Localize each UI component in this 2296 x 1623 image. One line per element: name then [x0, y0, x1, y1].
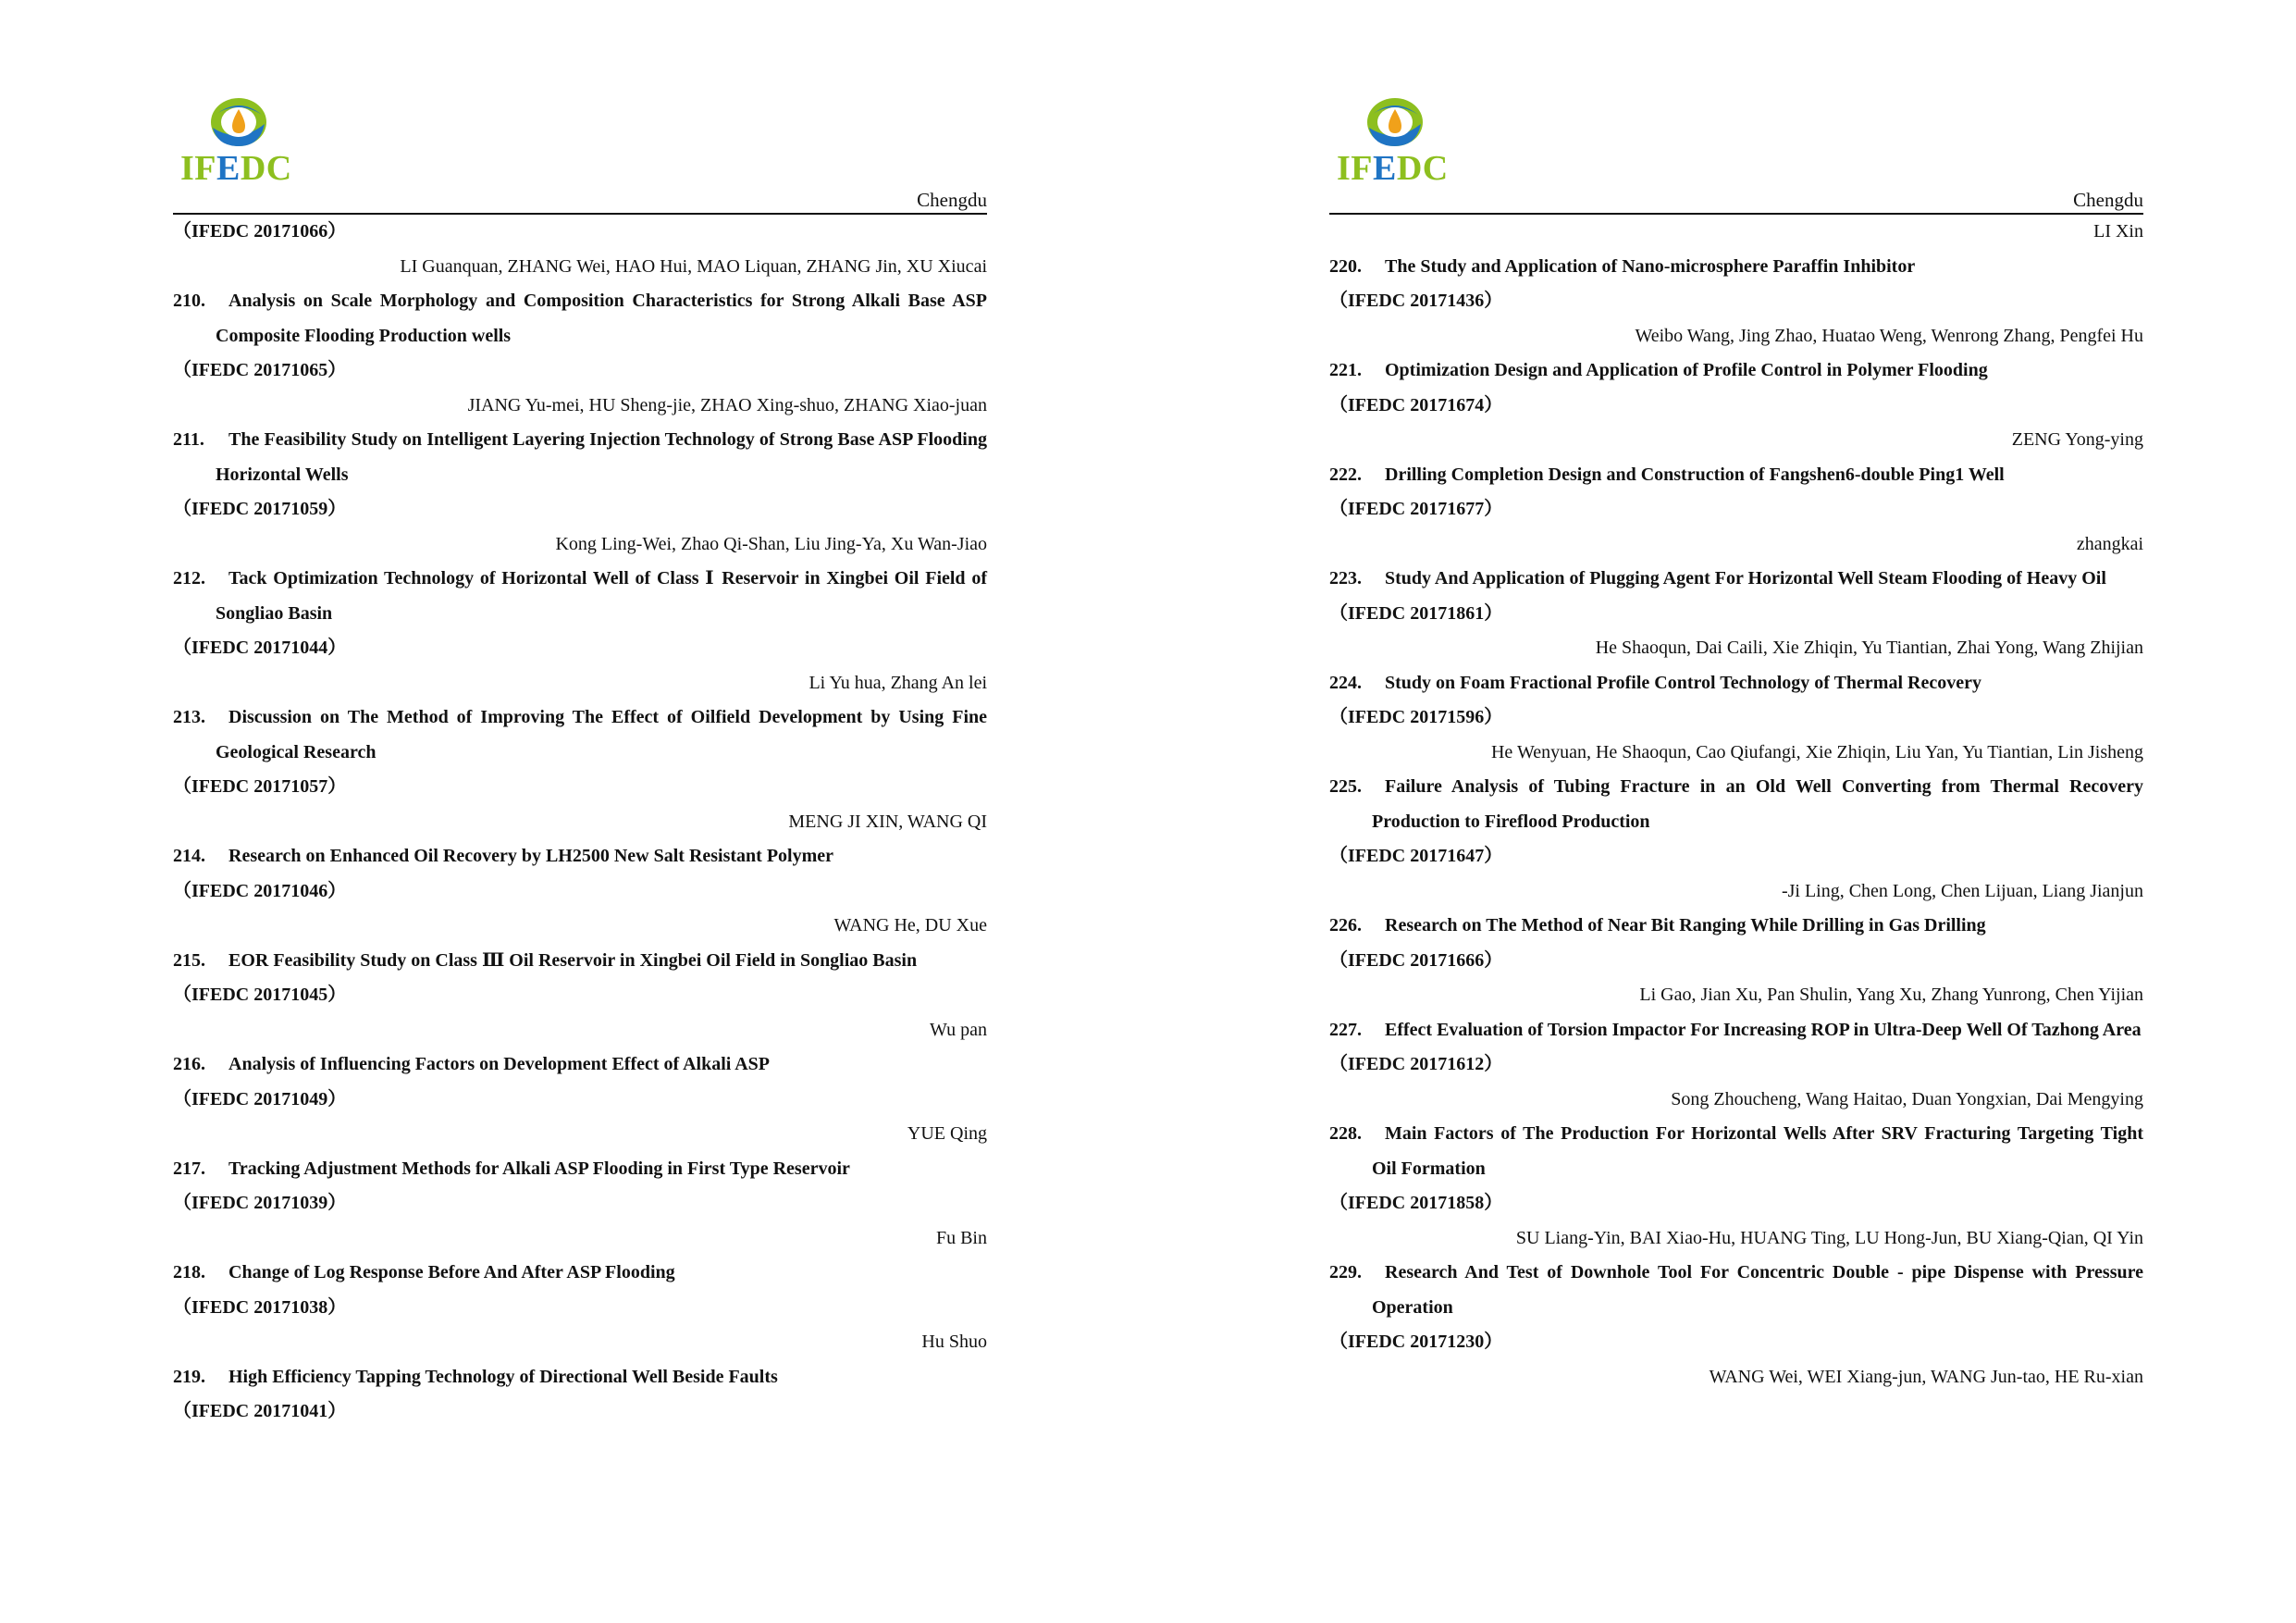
paper-title-text: The Study and Application of Nano-microsphere Paraffin Inhibitor	[1385, 255, 1916, 277]
paper-title-text: Tack Optimization Technology of Horizontal Well of Class Ⅰ Reservoir in Xingbei Oil Field of Songliao Basin	[216, 568, 987, 624]
paper-authors: LI Xin	[2093, 221, 2143, 242]
paper-authors: WANG He, DU Xue	[833, 915, 987, 935]
paper-title	[173, 284, 987, 353]
paper-title-text: Study And Application of Plugging Agent For Horizontal Well Steam Flooding of Heavy Oil	[1385, 568, 2106, 588]
paper-authors: Fu Bin	[935, 1227, 987, 1248]
paper-number: 216.	[173, 1054, 205, 1074]
paper-authors: Hu Shuo	[921, 1332, 987, 1352]
page-header	[1329, 187, 2143, 215]
right-page	[1329, 0, 2143, 1623]
paper-code: （IFEDC 20171039）	[173, 1193, 347, 1213]
paper-authors: Song Zhoucheng, Wang Haitao, Duan Yongxian, Dai Mengying	[1671, 1088, 2143, 1109]
paper-title	[173, 1152, 987, 1187]
paper-title-text: The Feasibility Study on Intelligent Layering Injection Technology of Strong Base ASP Flooding Horizontal Wells	[216, 429, 987, 485]
paper-title-text: Drilling Completion Design and Construction of Fangshen6-double Ping1 Well	[1385, 464, 2005, 485]
droplet-globe-icon	[1361, 91, 1429, 150]
paper-authors: He Wenyuan, He Shaoqun, Cao Qiufangi, Xie Zhiqin, Liu Yan, Yu Tiantian, Lin Jisheng	[1490, 741, 2143, 762]
paper-title	[1329, 1256, 2143, 1325]
paper-code: （IFEDC 20171038）	[173, 1296, 347, 1318]
paper-number: 229.	[1329, 1262, 1362, 1282]
page-header	[173, 187, 987, 215]
paper-code: （IFEDC 20171049）	[173, 1088, 347, 1109]
logo-wordmark: IFEDC	[180, 149, 292, 188]
paper-title-text: Study on Foam Fractional Profile Control Technology of Thermal Recovery	[1385, 672, 1981, 693]
paper-number: 227.	[1329, 1019, 1362, 1040]
paper-title-text: Discussion on The Method of Improving The Effect of Oilfield Development by Using Fine Geological Research	[216, 707, 987, 762]
header-city: Chengdu	[2073, 189, 2143, 211]
paper-authors: SU Liang-Yin, BAI Xiao-Hu, HUANG Ting, LU Hong-Jun, BU Xiang-Qian, QI Yin	[1515, 1227, 2143, 1248]
paper-code: （IFEDC 20171041）	[173, 1401, 347, 1421]
paper-title-text: High Efficiency Tapping Technology of Directional Well Beside Faults	[228, 1366, 778, 1387]
paper-authors: YUE Qing	[907, 1123, 987, 1144]
paper-number: 212.	[173, 568, 205, 588]
paper-code: （IFEDC 20171666）	[1329, 949, 1503, 971]
paper-title-text: Research on Enhanced Oil Recovery by LH2500 New Salt Resistant Polymer	[228, 846, 834, 866]
paper-title	[173, 1047, 987, 1083]
paper-code: （IFEDC 20171230）	[1329, 1332, 1503, 1352]
paper-title-text: EOR Feasibility Study on Class Ⅲ Oil Reservoir in Xingbei Oil Field in Songliao Basin	[228, 949, 918, 971]
ifedc-logo	[180, 85, 301, 187]
paper-title	[1329, 666, 2143, 701]
paper-title-text: Optimization Design and Application of Profile Control in Polymer Flooding	[1385, 360, 1988, 380]
paper-title	[1329, 1013, 2143, 1048]
paper-authors: He Shaoqun, Dai Caili, Xie Zhiqin, Yu Tiantian, Zhai Yong, Wang Zhijian	[1595, 638, 2143, 658]
paper-authors: Kong Ling-Wei, Zhao Qi-Shan, Liu Jing-Ya, Xu Wan-Jiao	[555, 533, 987, 554]
droplet-globe-icon	[204, 91, 273, 150]
entry-list	[1329, 215, 2143, 1394]
left-page	[173, 0, 987, 1623]
logo-wordmark: IFEDC	[1337, 149, 1449, 188]
paper-authors: LI Guanquan, ZHANG Wei, HAO Hui, MAO Liquan, ZHANG Jin, XU Xiucai	[400, 255, 987, 277]
ifedc-logo	[1337, 85, 1457, 187]
paper-code: （IFEDC 20171596）	[1329, 707, 1503, 727]
paper-authors: zhangkai	[2076, 533, 2143, 554]
paper-number: 224.	[1329, 672, 1362, 693]
paper-code: （IFEDC 20171046）	[173, 880, 347, 901]
paper-title	[173, 839, 987, 874]
paper-title	[1329, 770, 2143, 839]
paper-code: （IFEDC 20171045）	[173, 985, 347, 1005]
paper-authors: Li Gao, Jian Xu, Pan Shulin, Yang Xu, Zhang Yunrong, Chen Yijian	[1639, 985, 2143, 1005]
paper-authors: ZENG Yong-ying	[2011, 429, 2143, 450]
paper-code: （IFEDC 20171065）	[173, 360, 347, 380]
paper-title-text: Research And Test of Downhole Tool For Concentric Double - pipe Dispense with Pressure Operation	[1372, 1262, 2143, 1318]
paper-authors: -Ji Ling, Chen Long, Chen Lijuan, Liang Jianjun	[1781, 880, 2143, 901]
paper-number: 214.	[173, 846, 205, 866]
paper-authors: MENG JI XIN, WANG QI	[788, 811, 987, 832]
paper-number: 217.	[173, 1158, 205, 1179]
paper-title	[1329, 353, 2143, 389]
paper-code: （IFEDC 20171861）	[1329, 602, 1503, 624]
paper-title	[1329, 250, 2143, 285]
paper-code: （IFEDC 20171044）	[173, 638, 347, 658]
paper-authors: JIANG Yu-mei, HU Sheng-jie, ZHAO Xing-shuo, ZHANG Xiao-juan	[467, 394, 987, 415]
paper-title-text: Analysis of Influencing Factors on Development Effect of Alkali ASP	[228, 1054, 770, 1074]
paper-title	[1329, 562, 2143, 597]
paper-code: （IFEDC 20171647）	[1329, 846, 1503, 866]
paper-title-text: Tracking Adjustment Methods for Alkali ASP Flooding in First Type Reservoir	[228, 1158, 850, 1179]
paper-title-text: Effect Evaluation of Torsion Impactor For Increasing ROP in Ultra-Deep Well Of Tazhong Area	[1385, 1019, 2142, 1040]
paper-title	[1329, 909, 2143, 944]
paper-number: 225.	[1329, 776, 1362, 797]
paper-number: 211.	[173, 429, 204, 450]
paper-authors: Wu pan	[930, 1019, 987, 1040]
paper-title-text: Failure Analysis of Tubing Fracture in an Old Well Converting from Thermal Recovery Production to Fireflood Production	[1372, 776, 2143, 832]
paper-number: 213.	[173, 707, 205, 727]
entry-list	[173, 215, 987, 1430]
paper-code: （IFEDC 20171858）	[1329, 1193, 1503, 1213]
paper-title	[173, 944, 987, 979]
paper-title-text: Main Factors of The Production For Horizontal Wells After SRV Fracturing Targeting Tight Oil Formation	[1372, 1123, 2143, 1179]
paper-code: （IFEDC 20171677）	[1329, 499, 1503, 519]
paper-authors: Li Yu hua, Zhang An lei	[809, 672, 987, 693]
paper-title-text: Change of Log Response Before And After ASP Flooding	[228, 1262, 675, 1282]
paper-authors: Weibo Wang, Jing Zhao, Huatao Weng, Wenrong Zhang, Pengfei Hu	[1635, 325, 2143, 346]
paper-number: 221.	[1329, 360, 1362, 380]
header-city: Chengdu	[917, 189, 987, 211]
paper-code: （IFEDC 20171066）	[173, 221, 347, 242]
paper-code: （IFEDC 20171057）	[173, 776, 347, 797]
paper-code: （IFEDC 20171612）	[1329, 1054, 1503, 1074]
paper-title	[1329, 1117, 2143, 1186]
paper-number: 218.	[173, 1262, 205, 1282]
paper-number: 223.	[1329, 568, 1362, 588]
paper-number: 222.	[1329, 464, 1362, 485]
paper-number: 219.	[173, 1366, 205, 1387]
paper-title	[173, 700, 987, 770]
paper-title	[173, 1360, 987, 1395]
paper-title	[173, 423, 987, 492]
paper-title	[173, 562, 987, 631]
paper-title-text: Research on The Method of Near Bit Ranging While Drilling in Gas Drilling	[1385, 915, 1986, 935]
paper-number: 215.	[173, 949, 205, 971]
paper-number: 210.	[173, 291, 205, 311]
paper-title	[1329, 458, 2143, 493]
paper-number: 220.	[1329, 255, 1362, 277]
paper-code: （IFEDC 20171436）	[1329, 291, 1503, 311]
paper-title-text: Analysis on Scale Morphology and Composition Characteristics for Strong Alkali Base ASP Composite Flooding Production wells	[216, 291, 987, 346]
paper-number: 228.	[1329, 1123, 1362, 1144]
paper-title	[173, 1256, 987, 1291]
paper-authors: WANG Wei, WEI Xiang-jun, WANG Jun-tao, HE Ru-xian	[1709, 1366, 2143, 1387]
paper-code: （IFEDC 20171059）	[173, 499, 347, 519]
paper-number: 226.	[1329, 915, 1362, 935]
paper-code: （IFEDC 20171674）	[1329, 394, 1503, 415]
